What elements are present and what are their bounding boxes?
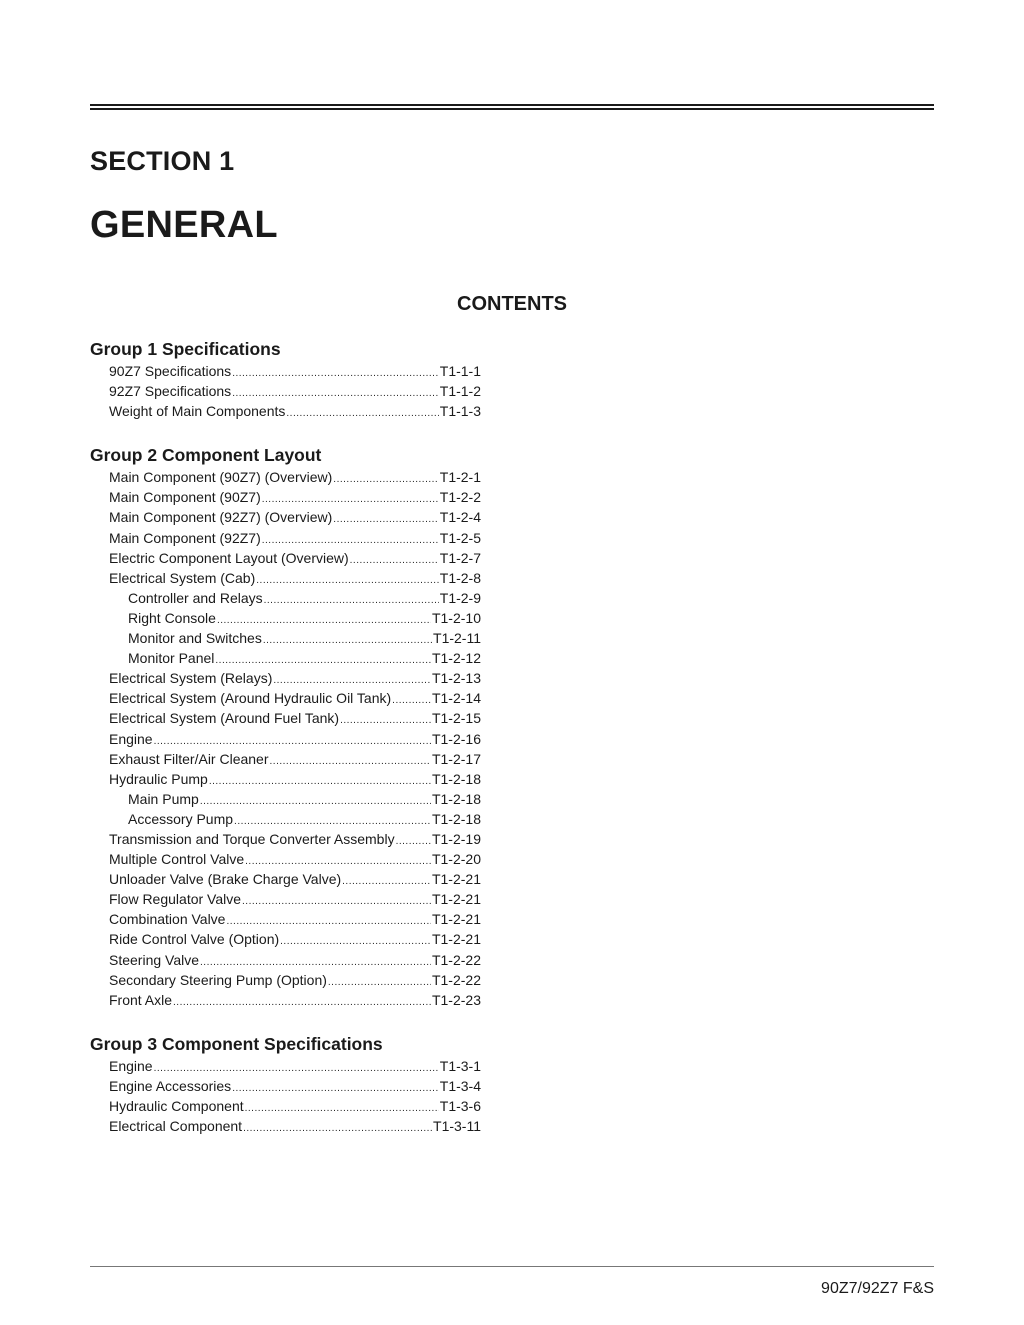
toc-entry-page: T1-2-18 xyxy=(431,790,481,807)
dot-leader xyxy=(173,993,431,1013)
toc-entry[interactable] xyxy=(90,990,481,1010)
toc-entry-label: Secondary Steering Pump (Option) xyxy=(109,971,327,988)
toc-entry[interactable] xyxy=(90,1096,481,1116)
toc-entry[interactable] xyxy=(90,361,481,381)
toc-entry[interactable] xyxy=(90,809,481,829)
toc-entry[interactable] xyxy=(90,608,481,628)
toc-entry[interactable] xyxy=(90,789,481,809)
toc-entry[interactable] xyxy=(90,1056,481,1076)
toc-entry-label: Main Component (90Z7) (Overview) xyxy=(109,469,333,486)
toc-entry-label: Main Pump xyxy=(128,790,199,807)
dot-leader xyxy=(264,591,439,611)
toc-entry[interactable] xyxy=(90,568,481,588)
toc-entry-label: Combination Valve xyxy=(109,911,226,928)
toc-entry[interactable] xyxy=(90,507,481,527)
toc-entry-page: T1-1-1 xyxy=(439,363,481,379)
toc-entry-label: Flow Regulator Valve xyxy=(109,891,242,908)
table-of-contents xyxy=(90,337,510,1158)
toc-entry[interactable] xyxy=(90,381,481,401)
toc-entry-label: Hydraulic Component xyxy=(109,1098,244,1114)
toc-entry[interactable] xyxy=(90,628,481,648)
toc-entry-page: T1-2-22 xyxy=(431,951,481,968)
toc-entry-page: T1-2-14 xyxy=(431,690,481,707)
toc-entry-label: Electrical System (Around Hydraulic Oil Tank) xyxy=(109,690,392,707)
toc-entry-page: T1-2-12 xyxy=(431,650,481,667)
toc-entry-label: Main Component (92Z7) (Overview) xyxy=(109,509,333,526)
dot-leader xyxy=(392,691,431,711)
dot-leader xyxy=(333,470,438,490)
toc-entry-page: T1-2-2 xyxy=(439,489,481,506)
toc-entry-page: T1-2-8 xyxy=(439,569,481,586)
toc-entry[interactable] xyxy=(90,970,481,990)
toc-entry[interactable] xyxy=(90,467,481,487)
toc-entry[interactable] xyxy=(90,929,481,949)
toc-entry[interactable] xyxy=(90,548,481,568)
toc-entry-label: Weight of Main Components xyxy=(109,403,286,420)
toc-entry[interactable] xyxy=(90,869,481,889)
toc-entry[interactable] xyxy=(90,708,481,728)
toc-entry-label: Multiple Control Valve xyxy=(109,851,245,868)
footer-rule xyxy=(90,1266,934,1267)
toc-group-title: Group 2 Component Layout xyxy=(90,445,322,466)
toc-entry-label: Transmission and Torque Converter Assembly xyxy=(109,830,395,847)
toc-group xyxy=(90,443,510,1010)
toc-entry-page: T1-3-11 xyxy=(433,1118,481,1135)
toc-entry-page: T1-2-11 xyxy=(433,630,481,647)
toc-entry-page: T1-2-16 xyxy=(431,730,481,747)
dot-leader xyxy=(256,571,439,591)
toc-entry[interactable] xyxy=(90,889,481,909)
toc-entry-label: Right Console xyxy=(128,609,216,626)
toc-entry-page: T1-2-5 xyxy=(439,529,481,546)
toc-entry-page: T1-3-6 xyxy=(439,1098,481,1114)
toc-entry-label: Unloader Valve (Brake Charge Valve) xyxy=(109,871,342,888)
toc-entry-page: T1-1-3 xyxy=(439,403,481,420)
dot-leader xyxy=(340,711,431,731)
toc-entry-label: Engine xyxy=(109,730,153,747)
toc-entry-page: T1-2-21 xyxy=(431,931,481,948)
section-title: GENERAL xyxy=(90,204,278,246)
toc-entry-label: Monitor Panel xyxy=(128,650,215,667)
toc-entry-label: Steering Valve xyxy=(109,951,200,968)
toc-group xyxy=(90,1032,510,1136)
toc-group xyxy=(90,337,510,421)
dot-leader xyxy=(200,792,431,812)
section-number: SECTION 1 xyxy=(90,146,235,176)
toc-group-title: Group 1 Specifications xyxy=(90,339,281,359)
toc-entry[interactable] xyxy=(90,1076,481,1096)
toc-entry[interactable] xyxy=(90,749,481,769)
toc-entry[interactable] xyxy=(90,1116,481,1136)
toc-entry[interactable] xyxy=(90,950,481,970)
dot-leader xyxy=(232,364,439,384)
toc-entry-page: T1-2-21 xyxy=(431,871,481,888)
toc-entry[interactable] xyxy=(90,668,481,688)
toc-entry-label: Electrical System (Cab) xyxy=(109,569,256,586)
dot-leader xyxy=(232,1079,439,1099)
toc-entry[interactable] xyxy=(90,688,481,708)
toc-entry-page: T1-2-22 xyxy=(431,971,481,988)
toc-entry-label: Exhaust Filter/Air Cleaner xyxy=(109,750,269,767)
dot-leader xyxy=(243,1119,432,1139)
toc-entry-page: T1-3-1 xyxy=(439,1057,481,1074)
dot-leader xyxy=(286,404,438,424)
toc-entry[interactable] xyxy=(90,648,481,668)
toc-entry[interactable] xyxy=(90,528,481,548)
dot-leader xyxy=(242,892,431,912)
toc-entry[interactable] xyxy=(90,829,481,849)
toc-entry-page: T1-1-2 xyxy=(439,383,481,400)
toc-entry[interactable] xyxy=(90,909,481,929)
toc-entry[interactable] xyxy=(90,588,481,608)
toc-entry-label: Monitor and Switches xyxy=(128,630,262,647)
toc-entry-page: T1-2-21 xyxy=(431,911,481,928)
toc-entry[interactable] xyxy=(90,487,481,507)
contents-heading: CONTENTS xyxy=(457,293,567,315)
toc-entry-label: Main Component (92Z7) xyxy=(109,529,261,546)
toc-entry-page: T1-2-18 xyxy=(431,770,481,787)
toc-entry-label: Engine Accessories xyxy=(109,1077,232,1094)
toc-entry[interactable] xyxy=(90,401,481,421)
toc-entry-page: T1-2-18 xyxy=(431,810,481,827)
dot-leader xyxy=(263,631,432,651)
footer-model-label: 90Z7/92Z7 F&S xyxy=(821,1280,934,1297)
top-rule-upper xyxy=(90,104,934,106)
toc-entry-label: Accessory Pump xyxy=(128,810,234,827)
toc-entry-label: Hydraulic Pump xyxy=(109,770,208,787)
toc-entry-label: Engine xyxy=(109,1057,153,1074)
toc-entry-page: T1-2-23 xyxy=(431,991,481,1008)
dot-leader xyxy=(342,872,431,892)
toc-entry-label: Electric Component Layout (Overview) xyxy=(109,549,349,566)
toc-entry-label: Main Component (90Z7) xyxy=(109,489,261,506)
toc-entry-label: Controller and Relays xyxy=(128,589,263,606)
dot-leader xyxy=(245,1099,439,1119)
toc-entry-page: T1-2-4 xyxy=(439,509,481,526)
dot-leader xyxy=(396,832,431,852)
toc-entry-label: 90Z7 Specifications xyxy=(109,363,232,379)
toc-entry-page: T1-2-19 xyxy=(431,830,481,847)
toc-entry-label: Ride Control Valve (Option) xyxy=(109,931,280,948)
toc-entry[interactable] xyxy=(90,849,481,869)
toc-entry-label: Front Axle xyxy=(109,991,173,1008)
dot-leader xyxy=(270,752,431,772)
dot-leader xyxy=(333,510,438,530)
toc-entry-page: T1-2-10 xyxy=(431,609,481,626)
toc-entry-label: Electrical System (Relays) xyxy=(109,670,273,687)
toc-entry-page: T1-2-20 xyxy=(431,851,481,868)
toc-entry[interactable] xyxy=(90,729,481,749)
toc-entry-page: T1-3-4 xyxy=(439,1077,481,1094)
toc-entry-label: 92Z7 Specifications xyxy=(109,383,232,400)
toc-entry-page: T1-2-21 xyxy=(431,891,481,908)
toc-entry-page: T1-2-1 xyxy=(439,469,481,486)
toc-entry-page: T1-2-17 xyxy=(431,750,481,767)
toc-entry-label: Electrical Component xyxy=(109,1118,243,1135)
toc-entry-page: T1-2-13 xyxy=(431,670,481,687)
dot-leader xyxy=(350,551,439,571)
toc-entry-page: T1-2-9 xyxy=(439,589,481,606)
toc-group-title: Group 3 Component Specifications xyxy=(90,1033,383,1054)
toc-entry-page: T1-2-7 xyxy=(439,549,481,566)
toc-entry[interactable] xyxy=(90,769,481,789)
dot-leader xyxy=(328,973,431,993)
toc-entry-label: Electrical System (Around Fuel Tank) xyxy=(109,710,340,727)
dot-leader xyxy=(209,772,431,792)
dot-leader xyxy=(280,932,431,952)
toc-entry-page: T1-2-15 xyxy=(431,710,481,727)
top-rule-lower xyxy=(90,108,934,110)
